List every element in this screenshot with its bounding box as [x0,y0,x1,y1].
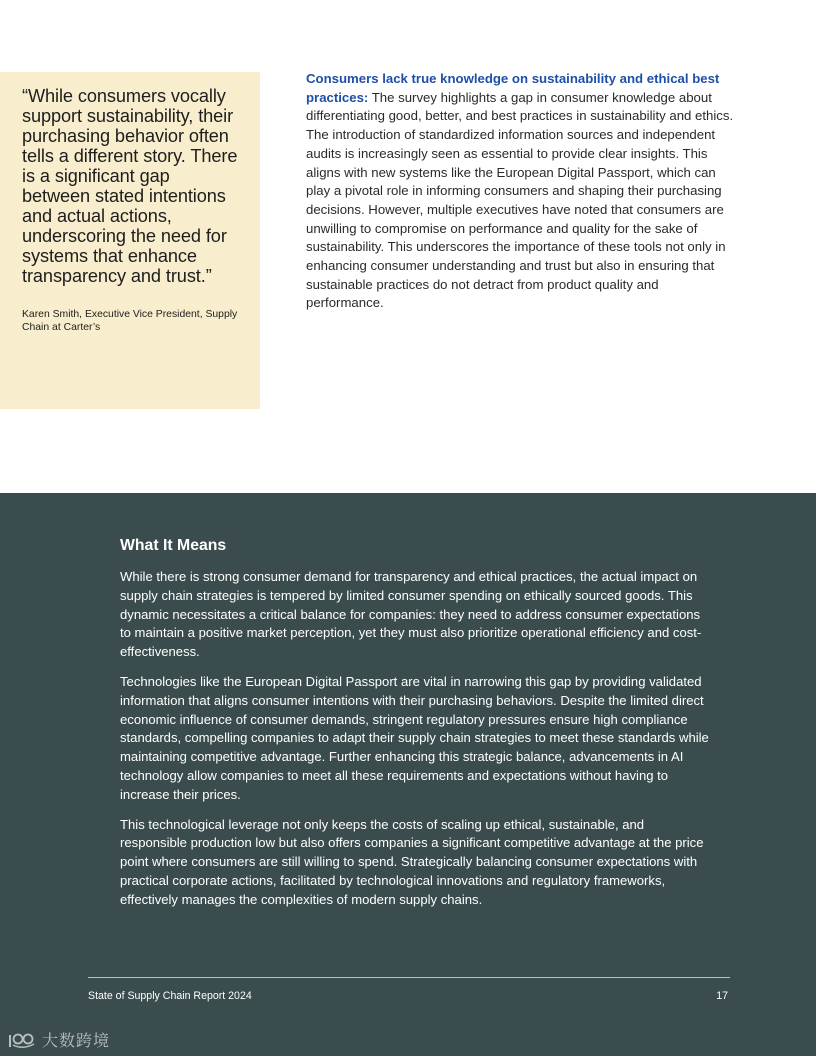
pull-quote-box [0,72,260,409]
what-it-means-section [120,536,710,921]
footer-page-number: 17 [716,990,728,1002]
intro-body: The survey highlights a gap in consumer knowledge about differentiating good, better, and best practices in sustainability and ethics. The introduction of standardized information sources and independent audits is increasingly seen as essential to provide clear insights. This aligns with new systems like the European Digital Passport, which can play a pivotal role in informing consumers and shaping their purchasing decisions. However, multiple executives have noted that consumers are unwilling to compromise on performance and quality for the sake of sustainability. This underscores the importance of these tools not only in enhancing consumer understanding and trust but also in ensuring that sustainable practices do not detract from product quality and performance. [306,89,734,311]
intro-paragraph [306,70,734,313]
pull-quote-text: “While consumers vocally support sustainability, their purchasing behavior often tells a different story. There is a significant gap between stated intentions and actual actions, underscoring the need for systems that enhance transparency and trust.” [22,86,238,286]
section-paragraph-2: Technologies like the European Digital Passport are vital in narrowing this gap by providing validated information that aligns consumer intentions with their purchasing behaviors. Despite the limited direct economic influence of consumer demands, stringent regulatory pressures ensure high compliance standards, compelling companies to adapt their supply chain strategies to meet these standards while maintaining competitive advantage. Further enhancing this strategic balance, advancements in AI technology allow companies to meet all these requirements and expectations without having to increase their prices. [120,673,709,802]
footer-divider [88,977,730,978]
footer-report-title: State of Supply Chain Report 2024 [88,990,252,1002]
section-heading: What It Means [120,537,227,554]
watermark-text: 大数跨境 [42,1031,111,1050]
pull-quote-attribution: Karen Smith, Executive Vice President, Supply Chain at Carter’s [22,309,238,333]
section-paragraph-1: While there is strong consumer demand for transparency and ethical practices, the actual impact on supply chain strategies is tempered by limited consumer spending on ethically sourced goods. This dynamic necessitates a critical balance for companies: they need to address consumer expectations to maintain a positive market perception, yet they must also prioritize operational efficiency and cost-effectiveness. [120,569,702,660]
section-paragraph-3: This technological leverage not only keeps the costs of scaling up ethical, sustainable, and responsible production low but also offers companies a significant competitive advantage at the price point where consumers are still willing to spend. Strategically balancing consumer expectations with practical corporate actions, facilitated by technological innovations and regulatory frameworks, effectively manages the complexities of modern supply chains. [120,816,704,907]
watermark [8,1028,110,1051]
watermark-logo-icon [8,1031,38,1049]
intro-lead: Consumers lack true knowledge on sustainability and ethical best practices: [306,71,720,105]
